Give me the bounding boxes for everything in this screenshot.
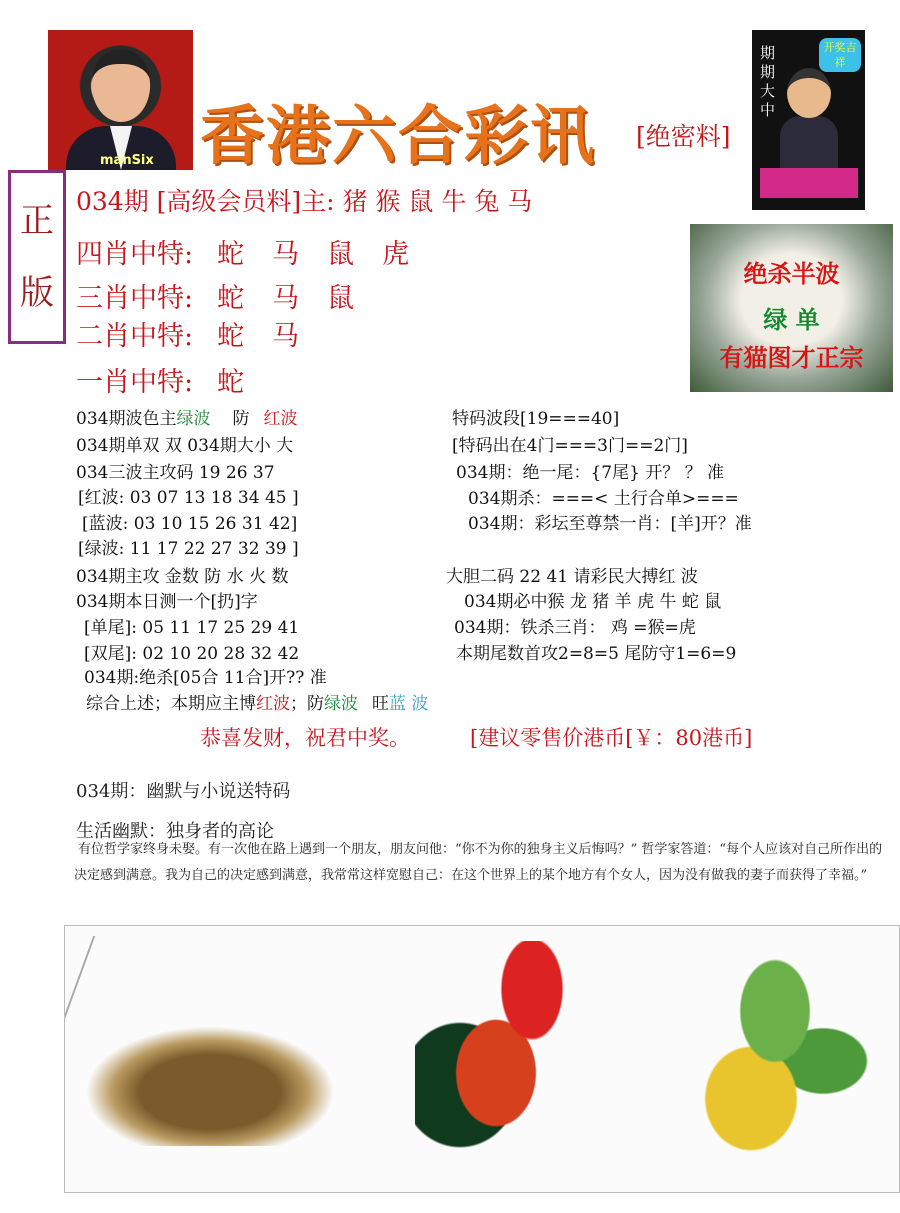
- summary-guard: ；防: [290, 694, 324, 714]
- wave-guard-red: 红波: [263, 409, 298, 429]
- humor-section-heading: 034期：幽默与小说送特码: [76, 781, 291, 802]
- one-zodiac-line: [76, 360, 272, 399]
- two-zodiac-line: [76, 314, 327, 353]
- mascot-altar: [760, 168, 858, 198]
- cat-box-line2: 绿 单: [763, 306, 820, 334]
- zodiac-pictures-strip: [64, 925, 900, 1193]
- two-zodiac-value: 蛇马: [217, 321, 328, 352]
- special-code-gate: [特码出在4门===3门==2门]: [452, 436, 688, 456]
- cat-box-line3: 有猫图才正宗: [719, 344, 864, 372]
- page-subtitle: [绝密料]: [636, 122, 731, 151]
- kill-combo-line: 034期:绝杀[05合 11合]开?? 准: [84, 668, 327, 688]
- green-wave-numbers: [绿波: 11 17 22 27 32 39 ]: [78, 539, 299, 559]
- wave-guard-word: 防: [232, 409, 250, 429]
- summary-prefix: 综合上述；本期应主博: [86, 694, 256, 714]
- badge-char-zheng: 正: [20, 201, 54, 241]
- badge-char-ban: 版: [20, 273, 54, 313]
- four-zodiac-label: 四肖中特:: [76, 239, 194, 270]
- tail-number-line: 本期尾数首攻2=8=5 尾防守1=6=9: [456, 644, 737, 664]
- host-portrait-photo: [48, 30, 193, 170]
- retail-price-note: [建议零售价港币[￥：80港币]: [470, 726, 753, 750]
- page-title: 香港六合彩讯: [200, 99, 596, 174]
- red-wave-numbers: [红波: 03 07 13 18 34 45 ]: [78, 488, 299, 508]
- one-zodiac-value: 蛇: [217, 367, 273, 398]
- cat-picture-box: [690, 224, 893, 392]
- must-hit-zodiac-line: 034期必中猴 龙 猪 羊 虎 牛 蛇 鼠: [464, 592, 722, 612]
- blue-wave-numbers: [蓝波: 03 10 15 26 31 42]: [82, 514, 298, 534]
- kill-element-line: 034期杀：===< 土行合单>===: [468, 489, 739, 509]
- one-zodiac-label: 一肖中特:: [76, 367, 194, 398]
- four-zodiac-line: [76, 232, 437, 271]
- summary-wang: 旺: [372, 694, 389, 714]
- congrats-slogan: 恭喜发财，祝君中奖。: [200, 726, 410, 750]
- three-zodiac-label: 三肖中特:: [76, 283, 194, 314]
- main-zodiac-line: 034期 [高级会员料]主: 猪 猴 鼠 牛 兔 马: [76, 187, 533, 216]
- genuine-edition-badge: [8, 170, 66, 344]
- humor-story-body: 有位哲学家终身未娶。有一次他在路上遇到一个朋友，朋友问他：“你不为你的独身主义后悔吗？” 哲学家答道：“每个人应该对自己所作出的决定感到满意。我为自己的决定感到满意，我常常这样宽慰自己：在这个世界上的某个地方有个女人，因为没有做我的妻子而获得了幸福。”: [74, 842, 883, 883]
- portrait-logo-text: manSix: [100, 153, 154, 168]
- summary-line: [86, 689, 428, 714]
- banned-zodiac-line: 034期：彩坛至尊禁一肖：[羊]开？准: [468, 514, 752, 534]
- daily-word-line: 034期本日测一个[扔]字: [76, 592, 258, 612]
- mascot-body: [780, 116, 838, 168]
- two-bold-codes-line: 大胆二码 22 41 请彩民大搏红 波: [446, 567, 698, 587]
- three-zodiac-line: [76, 276, 382, 315]
- tail-pick-line: 034期：绝一尾：{7尾} 开？ ？ 准: [456, 463, 725, 483]
- cat-box-line1: 绝杀半波: [743, 260, 840, 288]
- mascot-vertical-text: 期期大中: [760, 44, 776, 119]
- summary-blue-wave: 蓝 波: [389, 694, 429, 714]
- wave-main-green: 绿波: [176, 409, 211, 429]
- summary-green-wave: 绿波: [324, 694, 358, 714]
- ox-painting-image: [85, 1026, 335, 1146]
- odd-even-size-line: 034期单双 双 034期大小 大: [76, 436, 294, 456]
- mascot-speech-bubble: 开奖吉祥: [819, 38, 861, 72]
- special-code-range: 特码波段[19===40]: [452, 409, 620, 429]
- summary-red-wave: 红波: [256, 694, 290, 714]
- four-zodiac-value: 蛇马鼠虎: [217, 239, 438, 270]
- even-tail-numbers: [双尾]: 02 10 20 28 32 42: [84, 644, 300, 664]
- wave-prefix: 034期波色主: [76, 409, 177, 429]
- three-zodiac-value: 蛇马鼠: [217, 283, 383, 314]
- dragon-image: [655, 936, 895, 1186]
- two-zodiac-label: 二肖中特:: [76, 321, 194, 352]
- main-attack-line: 034期主攻 金数 防 水 火 数: [76, 567, 289, 587]
- wave-color-line: [76, 404, 297, 429]
- iron-kill-zodiac-line: 034期：铁杀三肖： 鸡 =猴=虎: [454, 618, 696, 638]
- three-wave-codes-line: 034三波主攻码 19 26 37: [76, 463, 275, 483]
- mascot-face: [787, 68, 831, 118]
- portrait-face: [92, 50, 150, 122]
- rooster-image: [415, 941, 595, 1181]
- cartoon-mascot-image: [752, 30, 865, 210]
- ink-branches-image: [64, 936, 233, 1036]
- humor-story-title: 生活幽默：独身者的高论: [76, 821, 274, 842]
- odd-tail-numbers: [单尾]: 05 11 17 25 29 41: [84, 618, 300, 638]
